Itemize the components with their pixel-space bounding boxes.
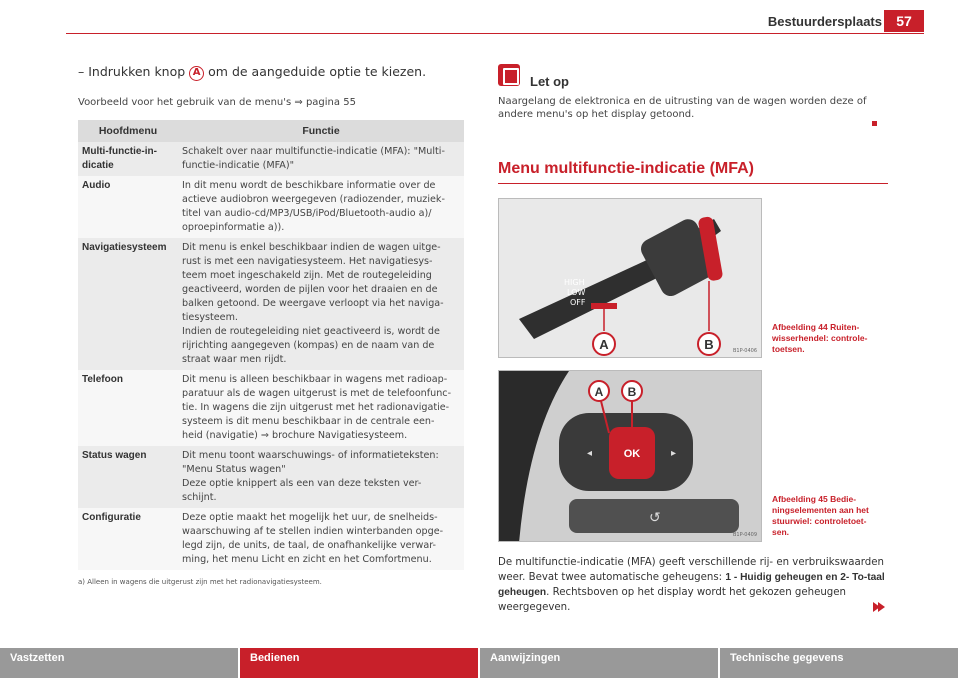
- table-row: [78, 238, 464, 370]
- running-header: Bestuurdersplaats: [767, 14, 882, 29]
- note-icon: [498, 64, 520, 86]
- callout-a: A: [594, 385, 604, 399]
- steering-controls-illustration: [499, 371, 762, 542]
- menu-name: Multi-functie-in- dicatie: [78, 142, 178, 176]
- section-title: Menu multifunctie-indicatie (MFA): [498, 160, 754, 177]
- svg-text:◂: ◂: [587, 448, 593, 459]
- menu-name: Audio: [78, 176, 178, 238]
- column-header-function: Functie: [178, 120, 464, 142]
- figure-code: B1P-0406: [732, 348, 757, 354]
- continue-arrow-icon: [873, 602, 880, 612]
- figure-code: B1P-0409: [732, 532, 757, 538]
- step-suffix: om de aangeduide optie te kiezen.: [204, 64, 427, 79]
- figure-caption: Afbeelding 44 Ruiten-wisserhendel: controle-toetsen.: [772, 322, 868, 354]
- chapter-tab: Aanwijzingen: [480, 648, 720, 678]
- table-row: [78, 142, 464, 176]
- menu-function: Deze optie maakt het mogelijk het uur, de snelheids- waarschuwing af te stellen indien winterbanden opge- legd zijn, de units, de taal, de onafhankelijke verwar- ming, het menu Licht en zicht en het Comfortmenu.: [178, 508, 464, 570]
- note-text: Naargelang de elektronica en de uitrusting van de wagen worden deze of andere menu's op het display getoond.: [498, 96, 867, 120]
- menu-function: Schakelt over naar multifunctie-indicatie (MFA): "Multi- functie-indicatie (MFA)": [178, 142, 464, 176]
- ok-button-label: OK: [623, 448, 641, 460]
- menu-function: Dit menu is alleen beschikbaar in wagens met radioap- paratuur als de wagen uitgerust is met de telefoonfunc- tie. In wagens die zijn uitgerust met het radionavigatie- systeem is dit menu beschikbaar in de centrale een- heid (navigatie) ⇒ brochure Navigatiesysteem.: [178, 370, 464, 446]
- page-number: 57: [884, 10, 924, 32]
- example-reference: Voorbeeld voor het gebruik van de menu's ⇒ pagina 55: [78, 97, 356, 108]
- header-rule: [66, 33, 924, 34]
- body-text-bold: 1 - Huidig geheugen en 2- To-taal geheugen: [498, 572, 885, 598]
- menu-name: Navigatiesysteem: [78, 238, 178, 370]
- lever-label-low: LOW: [567, 288, 586, 297]
- figure-wiper-lever: [498, 198, 762, 358]
- menu-name: Status wagen: [78, 446, 178, 508]
- chapter-tab-active: Bedienen: [240, 648, 480, 678]
- lever-label-off: OFF: [570, 298, 586, 307]
- step-prefix: – Indrukken knop: [78, 64, 190, 79]
- body-text-start: De multifunctie-indicatie (MFA) geeft verschillende rij- en verbruikswaarden weer. Bevat twee automatische geheugens:: [498, 557, 884, 583]
- menu-name: Telefoon: [78, 370, 178, 446]
- callout-a: A: [599, 337, 609, 352]
- section-end-icon: [872, 121, 877, 126]
- chapter-nav: [0, 648, 960, 678]
- lever-label-high: HIGH: [564, 278, 585, 287]
- menu-function: Dit menu is enkel beschikbaar indien de wagen uitge- rust is met een navigatiesysteem. Het navigatiesys- teem moet ingeschakeld zijn. Met de routegeleiding geactiveerd, worden de pijlen voor het draaien en de balken getoond. De weergave verloopt via het naviga- tiesysteem. Indien de routegeleiding niet geactiveerd is, wordt de rijrichting aangegeven (kompas) en de naam van de straat waar men rijdt.: [178, 238, 464, 370]
- figure-caption: Afbeelding 45 Bedie-ningselementen aan het stuurwiel: controletoet-sen.: [772, 494, 869, 537]
- body-text-end: . Rechtsboven op het display wordt het gekozen geheugen weergegeven.: [498, 587, 846, 613]
- column-header-main-menu: Hoofdmenu: [78, 120, 178, 142]
- menu-function: In dit menu wordt de beschikbare informatie over de actieve audiobron weergegeven (radiozender, muziek- titel van audio-cd/MP3/USB/iPod/Bluetooth-audio a)/ oproepinformatie a)).: [178, 176, 464, 238]
- menu-function: Dit menu toont waarschuwings- of informatieteksten: "Menu Status wagen" Deze optie knippert als een van deze teksten ver- schijnt.: [178, 446, 464, 508]
- callout-b: B: [627, 385, 637, 399]
- footnote: a) Alleen in wagens die uitgerust zijn met het radionavigatiesysteem.: [78, 578, 322, 586]
- menu-name: Configuratie: [78, 508, 178, 570]
- chapter-tab: Vastzetten: [0, 648, 240, 678]
- mfa-description: [498, 555, 886, 615]
- svg-text:▸: ▸: [671, 448, 677, 459]
- table-row: [78, 176, 464, 238]
- note-title: Let op: [530, 74, 569, 89]
- table-row: [78, 508, 464, 570]
- button-a-icon: A: [189, 66, 204, 81]
- wiper-lever-illustration: [499, 199, 762, 358]
- callout-b: B: [704, 337, 714, 352]
- table-row: [78, 446, 464, 508]
- chapter-tab: Technische gegevens: [720, 648, 960, 678]
- main-menu-table: [78, 120, 464, 570]
- table-row: [78, 370, 464, 446]
- figure-steering-controls: [498, 370, 762, 542]
- section-rule: [498, 183, 888, 184]
- instruction-step: [78, 64, 426, 81]
- svg-text:↺: ↺: [649, 510, 661, 526]
